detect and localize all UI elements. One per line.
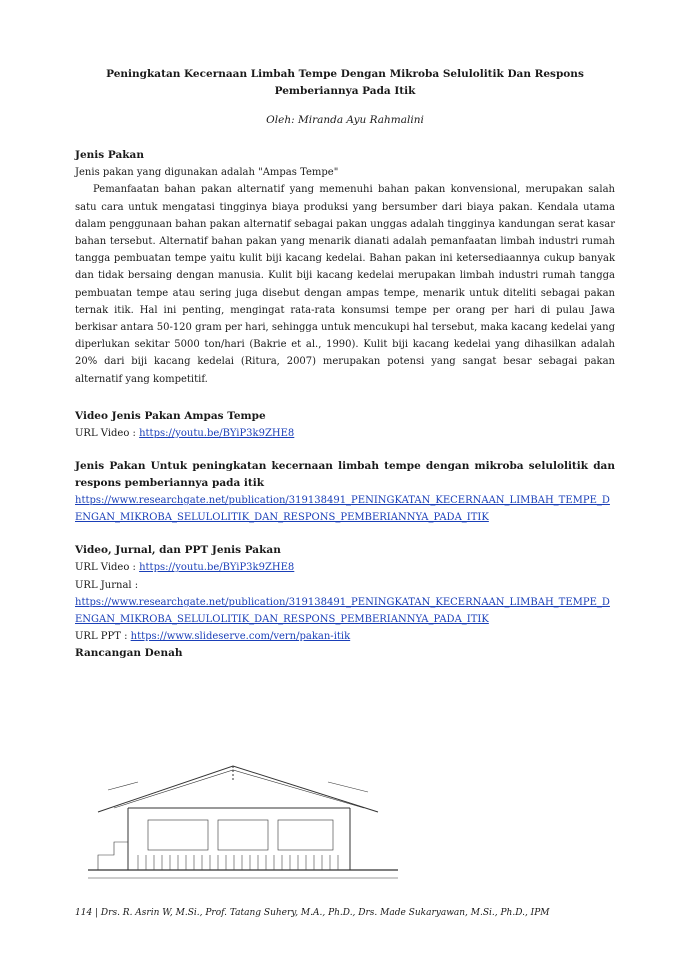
resource-video-link[interactable]: https://youtu.be/BYiP3k9ZHE8	[139, 562, 295, 574]
resource-ppt-link[interactable]: https://www.slideserve.com/vern/pakan-itik	[130, 631, 351, 643]
resource-ppt-label: URL PPT :	[75, 631, 131, 643]
resource-video-line	[75, 559, 615, 576]
video-url-line	[75, 425, 615, 442]
resource-video-label: URL Video :	[75, 562, 140, 574]
section-heading-jurnal: Jenis Pakan Untuk peningkatan kecernaan limbah tempe dengan mikroba selulolitik dan respons pemberiannya pada itik	[75, 460, 615, 490]
roof-line	[98, 766, 378, 812]
video-url-link[interactable]: https://youtu.be/BYiP3k9ZHE8	[139, 427, 295, 439]
page-footer: 114 | Drs. R. Asrin W, M.Si., Prof. Tatang Suhery, M.A., Ph.D., Drs. Made Sukaryawan, M.Si., Ph.D., IPM	[75, 908, 550, 918]
section-heading-video: Video Jenis Pakan Ampas Tempe	[75, 409, 266, 422]
floor-plan-diagram	[78, 760, 408, 890]
resource-jurnal-link[interactable]: https://www.researchgate.net/publication/319138491_PENINGKATAN_KECERNAAN_LIMBAH_TEMPE_DENGAN_MIKROBA_SELULOLITIK_DAN_RESPONS_PEMBERIANNYA_PADA_ITIK	[75, 596, 610, 626]
jurnal-url-link[interactable]: https://www.researchgate.net/publication/319138491_PENINGKATAN_KECERNAAN_LIMBAH_TEMPE_DENGAN_MIKROBA_SELULOLITIK_DAN_RESPONS_PEMBERIANNYA_PADA_ITIK	[75, 495, 610, 524]
document-page	[75, 66, 615, 662]
document-author: Oleh: Miranda Ayu Rahmalini	[266, 114, 424, 126]
resource-jurnal-label: URL Jurnal :	[75, 579, 139, 591]
section-heading-resources: Video, Jurnal, dan PPT Jenis Pakan	[75, 544, 281, 557]
video-url-label: URL Video :	[75, 427, 140, 439]
section-intro: Jenis pakan yang digunakan adalah "Ampas Tempe"	[75, 167, 339, 179]
document-title: Peningkatan Kecernaan Limbah Tempe Dengan Mikroba Selulolitik Dan Respons Pemberiannya Pada Itik	[106, 68, 584, 97]
section-heading-jenis-pakan: Jenis Pakan	[75, 149, 144, 162]
resource-ppt-line	[75, 628, 615, 645]
section-heading-rancangan-denah: Rancangan Denah	[75, 647, 183, 660]
body-paragraph: Pemanfaatan bahan pakan alternatif yang memenuhi bahan pakan konvensional, merupakan salah satu cara untuk mengatasi tingginya biaya produksi yang bersumber dari biaya pakan. Kendala utama dalam penggunaan bahan pakan alternatif sebagai pakan unggas adalah tingginya kandungan serat kasar bahan tersebut. Alternatif bahan pakan yang menarik dianati adalah pemanfaatan limbah industri rumah tangga pembuatan tempe yaitu kulit biji kacang kedelai. Bahan pakan ini ketersediaannya cukup banyak dan tidak bersaing dengan manusia. Kulit biji kacang kedelai merupakan limbah industri rumah tangga pembuatan tempe atau sering juga disebut dengan ampas tempe, menarik untuk diteliti sebagai pakan ternak itik. Hal ini penting, mengingat rata-rata konsumsi tempe per orang per hari di pulau Jawa berkisar antara 50-120 gram per hari, sehingga untuk mencukupi hal tersebut, maka kacang kedelai yang diperlukan sekitar 5000 ton/hari (Bakrie et al., 1990). Kulit biji kacang kedelai yang dihasilkan adalah 20% dari biji kacang kedelai (Ritura, 2007) merupakan potensi yang sangat besar sebagai pakan alternatif yang kompetitif.	[75, 184, 616, 385]
